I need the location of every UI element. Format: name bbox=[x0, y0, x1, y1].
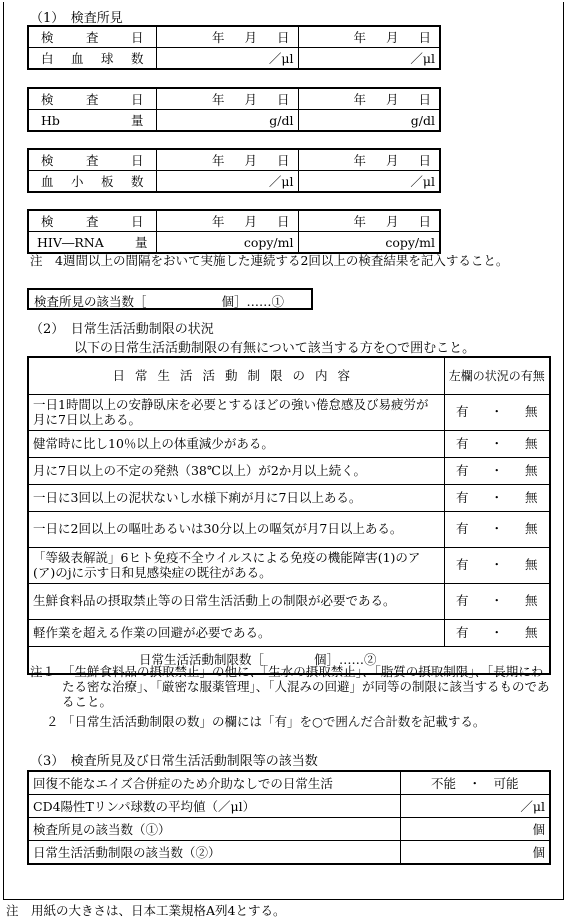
hb-value-1[interactable]: g/dl bbox=[156, 110, 298, 132]
table-row: 月に7日以上の不定の発熱（38℃以上）が2か月以上続く。 有 ・ 無 bbox=[28, 458, 550, 485]
hb-value-2[interactable]: g/dl bbox=[298, 110, 440, 132]
platelet-label: 血小板数 bbox=[28, 171, 156, 193]
section1-note: 注 4週間以上の間隔をおいて実施した連続する2回以上の検査結果を記入すること。 bbox=[30, 253, 509, 268]
exam-date-1[interactable]: 年 月 日 bbox=[156, 149, 298, 171]
platelet-value-2[interactable]: ／μl bbox=[298, 171, 440, 193]
adl-col-header: 日常生活活動制限の内容 bbox=[28, 357, 444, 395]
table-row: 一日1時間以上の安静臥床を必要とするほどの強い倦怠感及び易疲労が月に7日以上ある。 有 ・ 無 bbox=[28, 395, 550, 431]
section2-instruction: 以下の日常生活活動制限の有無について該当する方を○で囲むこと。 bbox=[74, 341, 476, 356]
adl-count-value[interactable]: 個 bbox=[400, 841, 550, 865]
yes-no-choice[interactable]: 有 ・ 無 bbox=[444, 512, 550, 548]
table-row: 一日に3回以上の泥状ないし水様下痢が月に7日以上ある。 有 ・ 無 bbox=[28, 485, 550, 512]
exam-count-box[interactable]: 検査所見の該当数［ 個］……① bbox=[27, 288, 313, 310]
wbc-value-2[interactable]: ／μl bbox=[298, 48, 440, 70]
hiv-rna-table bbox=[27, 209, 441, 254]
table-row: CD4陽性Tリンパ球数の平均値（／μl） ／μl bbox=[28, 795, 550, 818]
wbc-value-1[interactable]: ／μl bbox=[156, 48, 298, 70]
exam-date-2[interactable]: 年 月 日 bbox=[298, 149, 440, 171]
hb-table bbox=[27, 87, 441, 132]
table-row: 健常時に比し10％以上の体重減少がある。 有 ・ 無 bbox=[28, 431, 550, 458]
adl-col-status: 左欄の状況の有無 bbox=[444, 357, 550, 395]
exam-date-2[interactable]: 年 月 日 bbox=[298, 210, 440, 232]
exam-date-2[interactable]: 年 月 日 bbox=[298, 88, 440, 110]
wbc-table bbox=[27, 25, 441, 70]
table-row: 生鮮食料品の摂取禁止等の日常生活活動上の制限が必要である。 有 ・ 無 bbox=[28, 584, 550, 620]
cd4-value[interactable]: ／μl bbox=[400, 795, 550, 818]
yes-no-choice[interactable]: 有 ・ 無 bbox=[444, 548, 550, 584]
footer-note: 注 用紙の大きさは、日本工業規格A列4とする。 bbox=[6, 903, 286, 918]
table-row: 「等級表解説」6ヒト免疫不全ウイルスによる免疫の機能障害(1)のア(ア)のjに示す日和見感染症の既往がある。 有 ・ 無 bbox=[28, 548, 550, 584]
wbc-label: 白血球数 bbox=[28, 48, 156, 70]
exam-count-value[interactable]: 個 bbox=[400, 818, 550, 841]
note1-number: 注１ bbox=[30, 664, 56, 679]
table-row: 検査所見の該当数（①） 個 bbox=[28, 818, 550, 841]
independence-choice[interactable]: 不能 ・ 可能 bbox=[400, 771, 550, 795]
adl-table bbox=[27, 356, 551, 675]
note2-text: 「日常生活活動制限の数」の欄には「有」を○で囲んだ合計数を記載する。 bbox=[62, 714, 486, 729]
hb-label: Hb量 bbox=[28, 110, 156, 132]
section1-heading: （1） 検査所見 bbox=[30, 11, 123, 26]
yes-no-choice[interactable]: 有 ・ 無 bbox=[444, 584, 550, 620]
hiv-rna-label: HIV―RNA量 bbox=[28, 232, 156, 254]
table-row: 一日に2回以上の嘔吐あるいは30分以上の嘔気が月7日以上ある。 有 ・ 無 bbox=[28, 512, 550, 548]
hiv-rna-value-2[interactable]: copy/ml bbox=[298, 232, 440, 254]
exam-date-1[interactable]: 年 月 日 bbox=[156, 210, 298, 232]
summary-table bbox=[27, 770, 551, 865]
yes-no-choice[interactable]: 有 ・ 無 bbox=[444, 395, 550, 431]
exam-date-label: 検査日 bbox=[28, 88, 156, 110]
yes-no-choice[interactable]: 有 ・ 無 bbox=[444, 485, 550, 512]
yes-no-choice[interactable]: 有 ・ 無 bbox=[444, 620, 550, 647]
note1-text: 「生鮮食料品の摂取禁止」の他に、「生水の摂取禁止」、「脂質の摂取制限」、「長期にわたる密な治療」、「厳密な服薬管理」、「人混みの回避」が同等の制限に該当するものであること。 bbox=[62, 664, 550, 709]
yes-no-choice[interactable]: 有 ・ 無 bbox=[444, 458, 550, 485]
adl-count[interactable]: 日常生活活動制限数［ 個］……② bbox=[28, 647, 550, 675]
exam-date-2[interactable]: 年 月 日 bbox=[298, 26, 440, 48]
exam-date-label: 検査日 bbox=[28, 210, 156, 232]
table-row: 日常生活活動制限の該当数（②） 個 bbox=[28, 841, 550, 865]
yes-no-choice[interactable]: 有 ・ 無 bbox=[444, 431, 550, 458]
section2-heading: （2） 日常生活活動制限の状況 bbox=[30, 322, 214, 337]
exam-date-1[interactable]: 年 月 日 bbox=[156, 88, 298, 110]
table-row: 軽作業を超える作業の回避が必要である。 有 ・ 無 bbox=[28, 620, 550, 647]
platelet-table bbox=[27, 148, 441, 193]
section3-heading: （3） 検査所見及び日常生活活動制限等の該当数 bbox=[30, 754, 318, 769]
note2-number: ２ bbox=[46, 714, 59, 729]
exam-date-1[interactable]: 年 月 日 bbox=[156, 26, 298, 48]
exam-date-label: 検査日 bbox=[28, 149, 156, 171]
exam-date-label: 検査日 bbox=[28, 26, 156, 48]
table-row: 回復不能なエイズ合併症のため介助なしでの日常生活 不能 ・ 可能 bbox=[28, 771, 550, 795]
platelet-value-1[interactable]: ／μl bbox=[156, 171, 298, 193]
hiv-rna-value-1[interactable]: copy/ml bbox=[156, 232, 298, 254]
